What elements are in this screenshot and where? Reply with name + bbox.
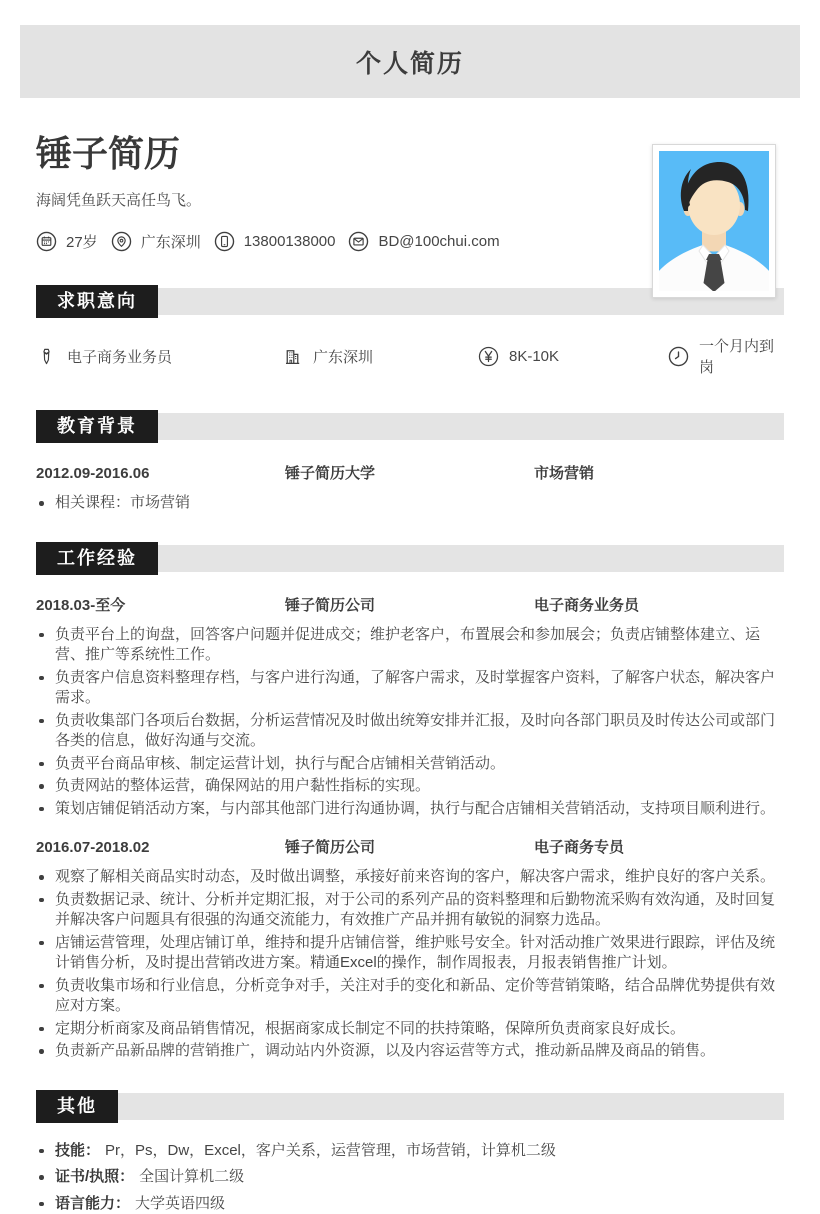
section-work — [36, 542, 784, 1062]
section-header — [36, 410, 784, 443]
bullet-item: 负责收集部门各项后台数据，分析运营情况及时做出统筹安排并汇报，及时向各部门职员及时传达公司或部门各类的信息，做好沟通与交流。 — [36, 711, 784, 752]
entry-row — [36, 463, 784, 484]
yen-icon — [478, 346, 499, 367]
section-other — [36, 1090, 784, 1214]
avatar-illustration — [659, 151, 769, 291]
contact-text: 27岁 — [66, 231, 98, 252]
contact-text: 广东深圳 — [141, 231, 201, 252]
section-header — [36, 542, 784, 575]
bullet-item: 负责数据记录、统计、分析并定期汇报，对于公司的系列产品的资料整理和后勤物流采购有效沟通，及时回复并解决客户问题具有很强的沟通交流能力，有效推广产品并拥有敏锐的洞察力选品。 — [36, 890, 784, 931]
entry-row — [36, 595, 784, 616]
entry-org: 锤子简历公司 — [285, 837, 534, 858]
entry-org: 锤子简历公司 — [285, 595, 534, 616]
bullet-item: 负责新产品新品牌的营销推广，调动站内外资源，以及内容运营等方式，推动新品牌及商品的销售。 — [36, 1041, 784, 1062]
building-icon — [282, 346, 303, 367]
location-icon — [111, 231, 132, 252]
entry-org: 锤子简历大学 — [285, 463, 534, 484]
page-title-band — [20, 25, 800, 98]
entry-bullets — [36, 493, 784, 514]
resume-page — [0, 25, 820, 1185]
work-entry — [36, 595, 784, 820]
other-item-label: 证书/执照： — [55, 1168, 134, 1185]
education-entry — [36, 463, 784, 514]
entry-period: 2018.03-至今 — [36, 595, 285, 616]
intent-text: 电子商务业务员 — [67, 346, 172, 367]
work-entries — [36, 595, 784, 1062]
entry-role: 市场营销 — [534, 463, 784, 484]
entry-role: 电子商务业务员 — [534, 595, 784, 616]
intent-item — [36, 335, 282, 377]
job-intent-row — [36, 335, 784, 377]
entry-period: 2016.07-2018.02 — [36, 837, 285, 858]
entry-row — [36, 837, 784, 858]
clock-icon — [668, 346, 689, 367]
intent-item — [478, 335, 668, 377]
section-title-work: 工作经验 — [36, 542, 158, 575]
other-item-text: Pr，Ps，Dw，Excel，客户关系，运营管理，市场营销，计算机二级 — [105, 1142, 556, 1159]
calendar-icon — [36, 231, 57, 252]
intent-item — [282, 335, 478, 377]
bullet-item: 相关课程：市场营销 — [36, 493, 784, 514]
tie-icon — [36, 346, 57, 367]
bullet-item: 策划店铺促销活动方案，与内部其他部门进行沟通协调，执行与配合店铺相关营销活动，支持项目顺利进行。 — [36, 799, 784, 820]
page-title: 个人简历 — [356, 44, 464, 80]
contact-text: BD@100chui.com — [378, 233, 499, 250]
contact-item — [36, 231, 98, 252]
other-item — [36, 1141, 784, 1162]
work-entry — [36, 837, 784, 1062]
phone-icon — [214, 231, 235, 252]
bullet-item: 店铺运营管理，处理店铺订单，维持和提升店铺信誉，维护账号安全。针对活动推广效果进行跟踪，评估及统计销售分析，及时提出营销改进方案。精通Excel的操作，制作周报表，月报表销售推广计划。 — [36, 933, 784, 974]
entry-role: 电子商务专员 — [534, 837, 784, 858]
entry-bullets — [36, 867, 784, 1062]
other-item — [36, 1167, 784, 1188]
candidate-motto: 海阔凭鱼跃天高任鸟飞。 — [36, 190, 784, 211]
bullet-item: 定期分析商家及商品销售情况，根据商家成长制定不同的扶持策略，保障所负责商家良好成长。 — [36, 1019, 784, 1040]
entry-bullets — [36, 625, 784, 820]
bullet-item: 负责平台商品审核、制定运营计划，执行与配合店铺相关营销活动。 — [36, 754, 784, 775]
other-item-label: 技能： — [55, 1142, 100, 1159]
intent-text: 广东深圳 — [313, 346, 373, 367]
intent-item — [668, 335, 784, 377]
intent-text: 8K-10K — [509, 348, 559, 365]
bullet-item: 观察了解相关商品实时动态，及时做出调整，承接好前来咨询的客户，解决客户需求，维护良好的客户关系。 — [36, 867, 784, 888]
contact-item — [111, 231, 201, 252]
other-item-text: 大学英语四级 — [135, 1195, 225, 1212]
profile-photo — [652, 144, 776, 298]
section-job-intent — [36, 285, 784, 377]
contact-item — [348, 231, 499, 252]
intent-text: 一个月内到岗 — [699, 335, 784, 377]
other-items — [36, 1141, 784, 1214]
section-header — [36, 1090, 784, 1123]
education-entries — [36, 463, 784, 514]
bullet-item: 负责网站的整体运营，确保网站的用户黏性指标的实现。 — [36, 776, 784, 797]
section-title-education: 教育背景 — [36, 410, 158, 443]
section-title-other: 其他 — [36, 1090, 118, 1123]
contact-item — [214, 231, 336, 252]
candidate-name: 锤子简历 — [36, 135, 784, 173]
contact-text: 13800138000 — [244, 233, 336, 250]
bullet-item: 负责平台上的询盘，回答客户问题并促进成交；维护老客户，布置展会和参加展会；负责店铺整体建立、运营、推广等系统性工作。 — [36, 625, 784, 666]
other-item — [36, 1194, 784, 1214]
other-item-label: 语言能力： — [55, 1195, 130, 1212]
entry-period: 2012.09-2016.06 — [36, 463, 285, 484]
bullet-item: 负责收集市场和行业信息，分析竞争对手，关注对手的变化和新品、定价等营销策略，结合品牌优势提供有效应对方案。 — [36, 976, 784, 1017]
section-education — [36, 410, 784, 514]
bullet-item: 负责客户信息资料整理存档，与客户进行沟通，了解客户需求，及时掌握客户资料，了解客户状态，解决客户需求。 — [36, 668, 784, 709]
other-item-text: 全国计算机二级 — [139, 1168, 244, 1185]
mail-icon — [348, 231, 369, 252]
section-title-job-intent: 求职意向 — [36, 285, 158, 318]
section-header-strip — [36, 1093, 784, 1120]
